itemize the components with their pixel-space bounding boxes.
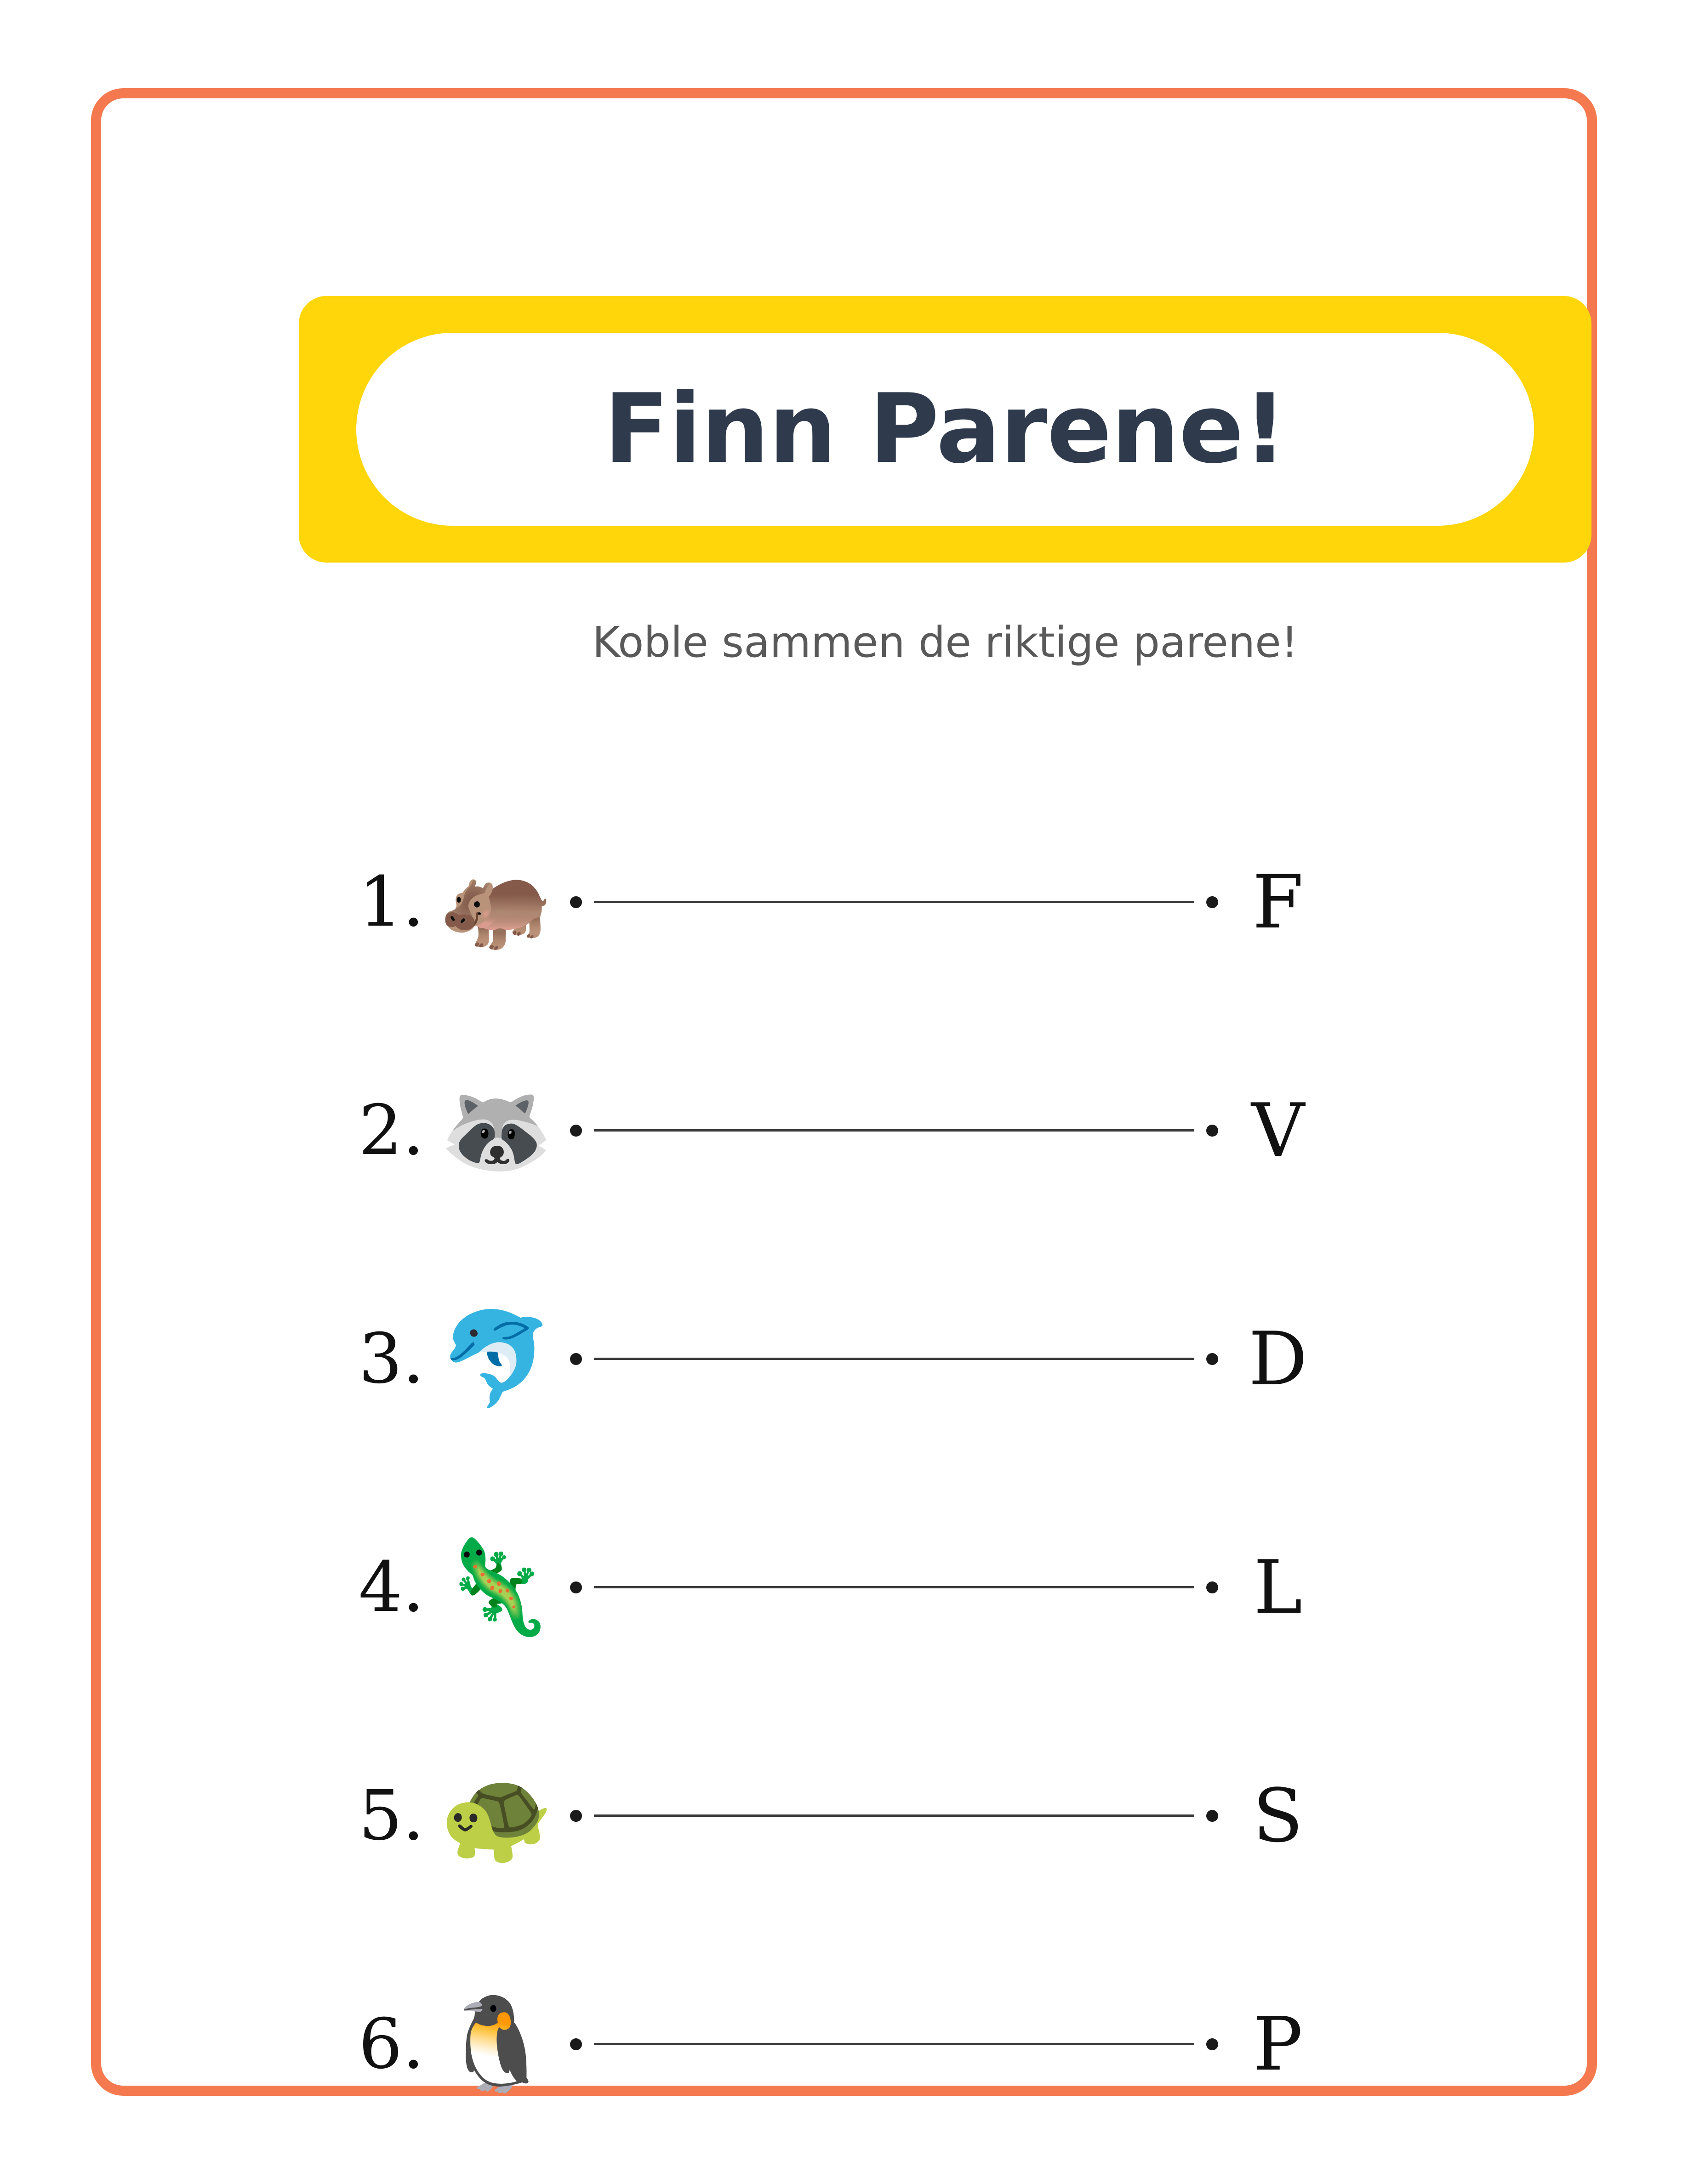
list-item[interactable] xyxy=(359,1930,1324,2158)
item-number: 2. xyxy=(359,1090,425,1171)
list-item[interactable] xyxy=(359,788,1324,1016)
left-dot[interactable] xyxy=(570,896,582,908)
item-number: 6. xyxy=(359,2004,425,2084)
left-dot[interactable] xyxy=(570,1581,582,1593)
left-dot[interactable] xyxy=(570,1353,582,1365)
right-dot[interactable] xyxy=(1206,1810,1218,1822)
raccoon-icon: 🦝 xyxy=(439,1076,554,1184)
left-dot[interactable] xyxy=(570,1125,582,1137)
matching-list xyxy=(359,788,1324,2158)
hippopotamus-icon: 🦛 xyxy=(439,848,554,956)
connector-line[interactable] xyxy=(594,1814,1194,1817)
right-dot[interactable] xyxy=(1206,1581,1218,1593)
match-connector[interactable] xyxy=(570,1350,1218,1368)
item-number: 3. xyxy=(359,1319,425,1399)
connector-line[interactable] xyxy=(594,1129,1194,1132)
connector-line[interactable] xyxy=(594,1358,1194,1360)
title-pill xyxy=(356,333,1534,526)
turtle-icon: 🐢 xyxy=(439,1762,554,1869)
right-dot[interactable] xyxy=(1206,1125,1218,1137)
dolphin-icon: 🐬 xyxy=(439,1305,554,1412)
item-letter: V xyxy=(1251,1087,1305,1173)
match-connector[interactable] xyxy=(570,2035,1218,2053)
title-banner xyxy=(299,296,1591,563)
item-letter: L xyxy=(1253,1544,1303,1630)
connector-line[interactable] xyxy=(594,901,1194,903)
match-connector[interactable] xyxy=(570,1121,1218,1140)
match-connector[interactable] xyxy=(570,893,1218,911)
right-dot[interactable] xyxy=(1206,2038,1218,2050)
connector-line[interactable] xyxy=(594,1586,1194,1588)
match-connector[interactable] xyxy=(570,1807,1218,1825)
left-dot[interactable] xyxy=(570,1810,582,1822)
item-letter: P xyxy=(1253,2001,1303,2087)
penguin-icon: 🐧 xyxy=(439,1990,554,2098)
lizard-icon: 🦎 xyxy=(439,1533,554,1641)
item-letter: D xyxy=(1248,1315,1308,1402)
match-connector[interactable] xyxy=(570,1578,1218,1597)
connector-line[interactable] xyxy=(594,2043,1194,2045)
list-item[interactable] xyxy=(359,1701,1324,1930)
instructions-text: Koble sammen de riktige parene! xyxy=(592,618,1298,667)
list-item[interactable] xyxy=(359,1245,1324,1473)
left-dot[interactable] xyxy=(570,2038,582,2050)
item-letter: F xyxy=(1252,859,1304,945)
list-item[interactable] xyxy=(359,1473,1324,1701)
list-item[interactable] xyxy=(359,1016,1324,1245)
right-dot[interactable] xyxy=(1206,1353,1218,1365)
item-letter: S xyxy=(1253,1772,1303,1859)
right-dot[interactable] xyxy=(1206,896,1218,908)
item-number: 5. xyxy=(359,1775,425,1856)
item-number: 1. xyxy=(359,862,425,942)
item-number: 4. xyxy=(359,1547,425,1627)
page-title: Finn Parene! xyxy=(604,374,1287,485)
page-border-frame xyxy=(91,88,1597,2096)
